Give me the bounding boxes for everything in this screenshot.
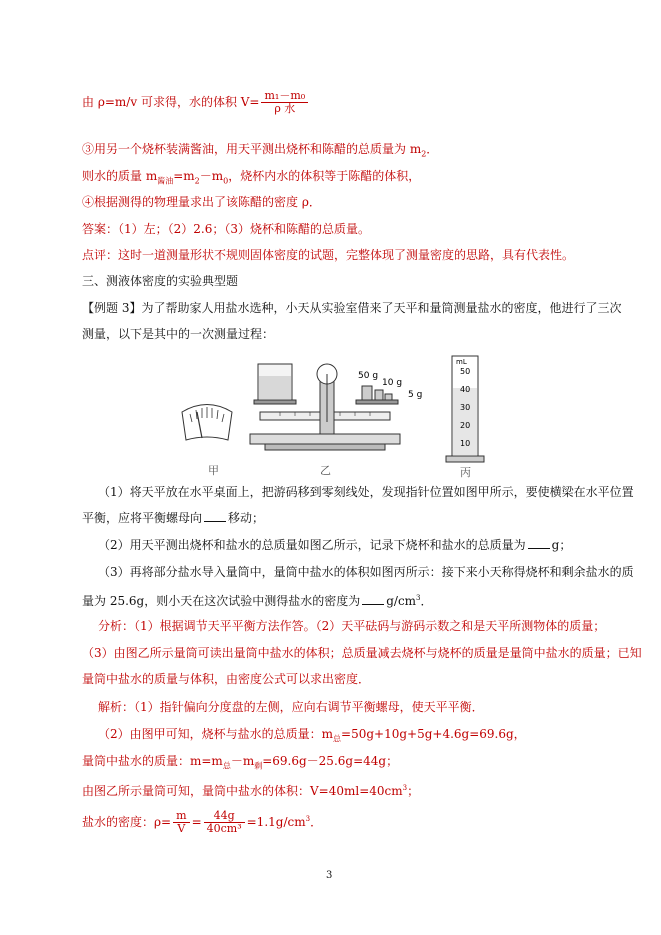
text-line-4: ④根据测得的物理量求出了该陈醋的密度 ρ． xyxy=(82,195,321,209)
weight-5g-label: 5 g xyxy=(408,390,423,400)
text-line-1 xyxy=(82,90,310,115)
solution-line-5: 盐水的密度：ρ= $\frac{m}{V}$ = $\frac{44g}{\text{40cm³}}$ $=1.1g/cm^3$． xyxy=(82,809,323,835)
weight-50g-label: 50 g xyxy=(358,371,379,381)
analysis-line-1: 分析：（1）根据调节天平平衡方法作答。（2）天平砝码与游码示数之和是天平所测物体的质量； xyxy=(98,619,606,633)
label-yi: 乙 xyxy=(320,464,331,477)
balance-figure-svg xyxy=(170,352,490,470)
section-heading: 三、测液体密度的实验典型题 xyxy=(82,274,239,288)
example-line-1: 【例题 3】为了帮助家人用盐水选种，小天从实验室借来了天平和量筒测量盐水的密度，他进行了三次 xyxy=(82,301,622,315)
label-jia: 甲 xyxy=(208,464,219,477)
solution-line-4: 由图乙所示量筒可知，量筒中盐水的体积：$V=40ml=40cm^3$； xyxy=(82,784,420,798)
fraction-volume xyxy=(261,90,308,115)
analysis-line-3: 量筒中盐水的质量与体积，由密度公式可以求出密度． xyxy=(82,672,371,686)
fraction-numerator: m₁－m₀ xyxy=(261,90,308,103)
solution-line-1: 解析：（1）指针偏向分度盘的左侧，应向右调节平衡螺母，使天平平衡． xyxy=(98,700,484,714)
example-line-2: 测量，以下是其中的一次测量过程： xyxy=(82,327,275,341)
experiment-figure xyxy=(170,352,490,479)
answer-line: 答案：（1）左；（2）2.6；（3）烧杯和陈醋的总质量。 xyxy=(82,222,370,236)
dial-scale xyxy=(182,405,232,441)
question-2-line: （2）用天平测出烧杯和盐水的总质量如图乙所示，记录下烧杯和盐水的总质量为 g； xyxy=(98,538,572,552)
question-1-line-1: （1）将天平放在水平桌面上，把游码移到零刻线处，发现指针位置如图甲所示，要使横梁在水平位置 xyxy=(98,485,634,499)
label-bing: 丙 xyxy=(460,466,471,479)
page-number: 3 xyxy=(326,870,333,881)
text-line-2: ③用另一个烧杯装满酱油，用天平测出烧杯和陈醋的总质量为 $m_2$． xyxy=(82,142,439,159)
cylinder-tick-20: 20 xyxy=(460,421,471,430)
blank-1[interactable] xyxy=(204,511,226,522)
cylinder-unit-label: mL xyxy=(456,358,467,366)
blank-3[interactable] xyxy=(362,594,384,605)
fraction-mv: $\frac{m}{V}$ xyxy=(173,810,189,835)
blank-2[interactable] xyxy=(528,538,550,549)
question-1-line-2: 平衡，应将平衡螺母向 移动； xyxy=(82,511,265,525)
cylinder-tick-40: 40 xyxy=(460,385,471,394)
comment-line: 点评：这时一道测量形状不规则固体密度的试题，完整体现了测量密度的思路，具有代表性。 xyxy=(82,248,575,262)
solution-line-2: （2）由图甲可知，烧杯与盐水的总质量：$m_总=50g+10g+5g+4.6g=69.6g$， xyxy=(98,727,526,744)
formula-prefix: 由 ρ=m/v 可求得，水的体积 V= xyxy=(82,95,260,109)
cylinder-tick-10: 10 xyxy=(460,439,471,448)
cylinder-tick-30: 30 xyxy=(460,403,471,412)
solution-line-3: 量筒中盐水的质量：$m=m_总-m_剩=69.6g-25.6g=44g$； xyxy=(82,754,399,771)
cylinder-tick-50: 50 xyxy=(460,367,471,376)
weight-10g-label: 10 g xyxy=(382,378,403,388)
text-line-3: 则水的质量 $m_{酱油}=m_2-m_0$，烧杯内水的体积等于陈醋的体积， xyxy=(82,169,421,186)
fraction-denominator: ρ 水 xyxy=(274,102,296,115)
question-3-line-2: 量为 25.6g，则小天在这次试验中测得盐水的密度为 $g/cm^3$． xyxy=(82,594,433,608)
analysis-line-2: （3）由图乙所示量筒可读出量筒中盐水的体积；总质量减去烧杯与烧杯的质量是量筒中盐水的质量；已知 xyxy=(82,646,642,660)
question-3-line-1: （3）再将部分盐水导入量筒中，量筒中盐水的体积如图丙所示：接下来小天称得烧杯和剩余盐水的质 xyxy=(98,565,634,579)
fraction-values: $\frac{44g}{\text{40cm³}}$ xyxy=(204,810,245,835)
